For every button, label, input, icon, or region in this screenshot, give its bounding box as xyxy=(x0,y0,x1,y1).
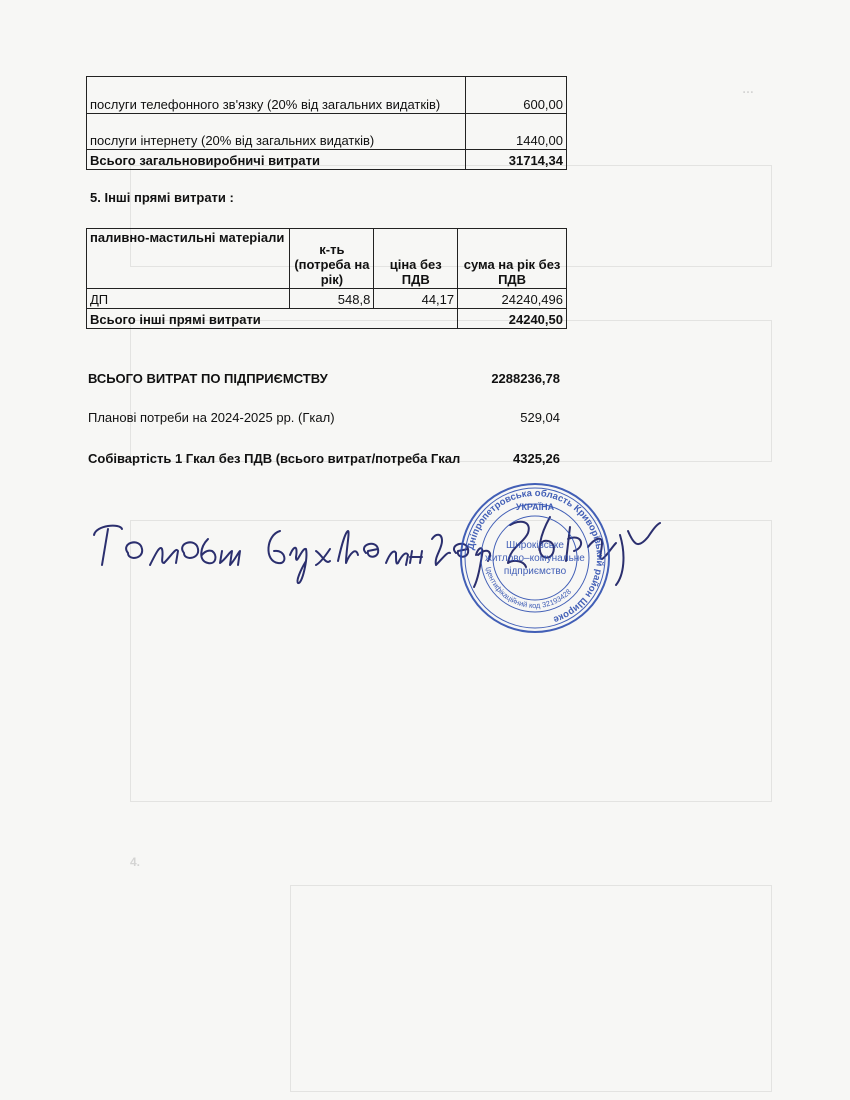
table-row xyxy=(87,114,567,150)
fuel-name: ДП xyxy=(87,289,290,309)
planned-needs-value: 529,04 xyxy=(520,410,560,425)
header-fuel: паливно-мастильні матеріали xyxy=(87,229,290,289)
table-row xyxy=(87,77,567,114)
unit-cost-value: 4325,26 xyxy=(513,451,560,466)
table-row xyxy=(87,289,567,309)
document-page: … 4. послуги телефонного зв'язку (20% від загальних видатків) 600,00 послуги інтернету (20% від загальних видатків) 1440,00 Всього загальновиробничі витрати 31714,34 5. Інші прямі витрати : паливно-мастильні матеріали к-ть (потреба на рік) ціна без ПДВ сума на рік без ПДВ ДП 548,8 44,17 24240,496 Всього інші прямі витрати 24240,50 ВСЬОГО ВИТРАТ ПО ПІДПРИЄМСТВУ 2288236,78 Планові потреби на 2024-2025 рр. (Гкал) 529,04 Собівартість 1 Гкал без ПДВ (всього витрат/потреба Гкал 4325,26 Дніпропетровська область Криворізький район Широке Ідентифікаційний код 32193428 УКРАЇНА Широківське житлово–комунальне підприємство xyxy=(0,0,850,1100)
enterprise-total-value: 2288236,78 xyxy=(491,371,560,386)
stamp-name-line2: житлово–комунальне xyxy=(485,553,585,564)
row-value: 600,00 xyxy=(466,77,567,114)
row-value: 1440,00 xyxy=(466,114,567,150)
stamp-code-text: Ідентифікаційний код 32193428 xyxy=(483,565,574,611)
stamp-country: УКРАЇНА xyxy=(515,502,555,512)
total-row xyxy=(87,309,567,329)
overhead-costs-table xyxy=(86,76,567,170)
fuel-qty: 548,8 xyxy=(290,289,374,309)
total-row xyxy=(87,150,567,170)
header-row xyxy=(87,229,567,289)
total-value: 31714,34 xyxy=(466,150,567,170)
planned-needs-label: Планові потреби на 2024-2025 рр. (Гкал) xyxy=(88,410,335,425)
header-price: ціна без ПДВ xyxy=(374,229,458,289)
total-label: Всього інші прямі витрати xyxy=(87,309,458,329)
row-label: послуги інтернету (20% від загальних видатків) xyxy=(87,114,466,150)
signature xyxy=(80,495,720,595)
stamp-ring-text: Дніпропетровська область Криворізький район Широке xyxy=(465,487,606,625)
fuel-costs-table xyxy=(86,228,567,329)
fuel-price: 44,17 xyxy=(374,289,458,309)
section-heading: 5. Інші прямі витрати : xyxy=(90,190,234,205)
fuel-sum: 24240,496 xyxy=(458,289,567,309)
official-stamp xyxy=(455,478,615,638)
row-label: послуги телефонного зв'язку (20% від загальних видатків) xyxy=(87,77,466,114)
stamp-name-line3: підприємство xyxy=(503,566,567,577)
stamp-name-line1: Широківське xyxy=(506,540,564,551)
unit-cost-label: Собівартість 1 Гкал без ПДВ (всього витрат/потреба Гкал xyxy=(88,451,461,466)
total-label: Всього загальновиробничі витрати xyxy=(87,150,466,170)
header-sum: сума на рік без ПДВ xyxy=(458,229,567,289)
header-qty: к-ть (потреба на рік) xyxy=(290,229,374,289)
total-value: 24240,50 xyxy=(458,309,567,329)
enterprise-total-label: ВСЬОГО ВИТРАТ ПО ПІДПРИЄМСТВУ xyxy=(88,371,328,386)
